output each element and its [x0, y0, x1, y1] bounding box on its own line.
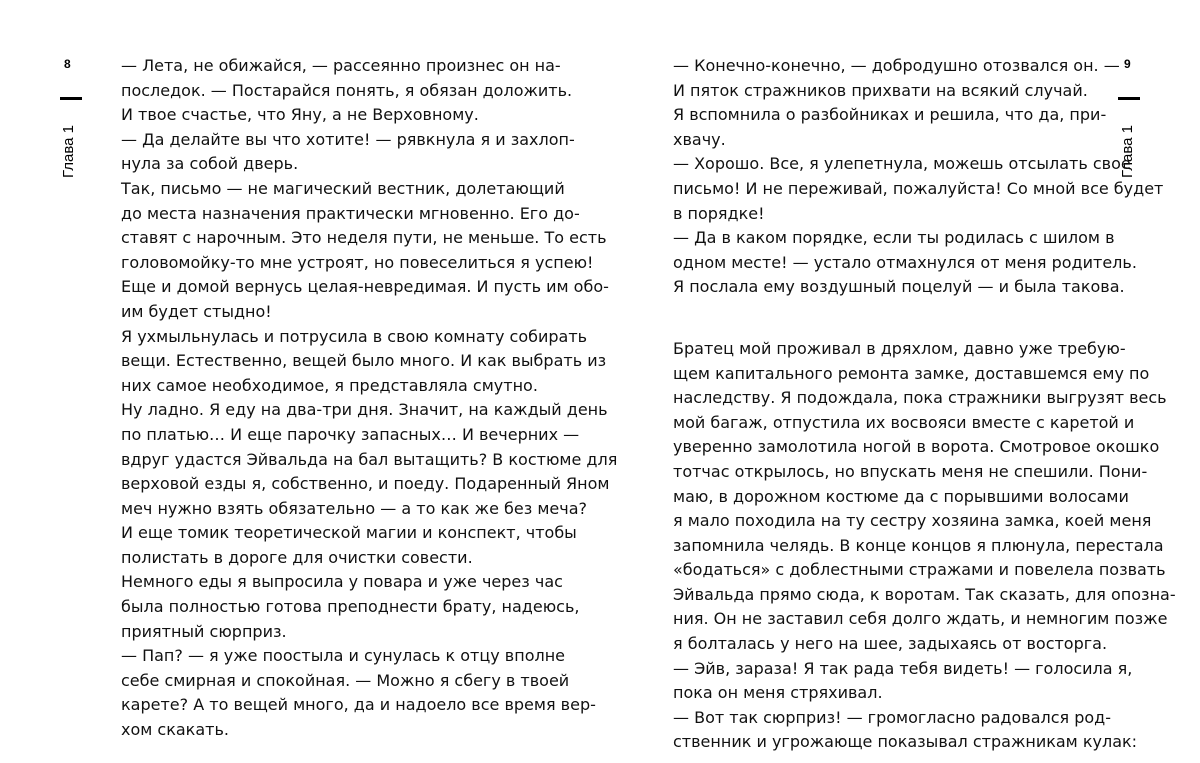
text-line: верховой езды я, собственно, и поеду. Подаренный Яном	[121, 474, 610, 494]
left-page-text	[121, 54, 618, 743]
text-line: себе смирная и спокойная. — Можно я сбегу в твоей	[121, 670, 570, 690]
text-line: письмо! И не переживай, пожалуйста! Со мной все будет	[673, 178, 1164, 198]
text-line: «бодаться» с доблестными стражами и повелела позвать	[673, 560, 1166, 580]
text-line: меч нужно взять обязательно — а то как же без меча?	[121, 498, 587, 518]
text-line: Так, письмо — не магический вестник, долетающий	[121, 178, 565, 198]
text-line: них самое необходимое, я представляла смутно.	[121, 375, 538, 395]
text-line: Еще и домой вернусь целая-невредимая. И пусть им обо-	[121, 277, 609, 297]
text-line: щем капитального ремонта замке, доставшемся ему по	[673, 363, 1150, 383]
text-line: пока он меня стряхивал.	[673, 683, 883, 703]
text-line: Эйвальда прямо сюда, к воротам. Так сказать, для опозна-	[673, 584, 1176, 604]
text-line: последок. — Постарайся понять, я обязан доложить.	[121, 80, 573, 100]
text-line: — Лета, не обижайся, — рассеянно произнес он на-	[121, 56, 561, 75]
text-line: наследству. Я подождала, пока стражники выгрузят весь	[673, 388, 1167, 408]
text-line: ния. Он не заставил себя долго ждать, и немногим позже	[673, 609, 1168, 629]
text-line: Я вспомнила о разбойниках и решила, что да, при-	[673, 105, 1107, 125]
text-line: Немного еды я выпросила у повара и уже через час	[121, 572, 563, 592]
text-line: вдруг удастся Эйвальда на бал вытащить? В костюме для	[121, 449, 618, 469]
text-line: карете? А то вещей много, да и надоело все время вер-	[121, 695, 596, 715]
text-line: — Пап? — я уже поостыла и сунулась к отцу вполне	[121, 646, 566, 666]
text-line: уверенно замолотила ногой в ворота. Смотровое окошко	[673, 437, 1160, 457]
text-line: — Хорошо. Все, я улепетнула, можешь отсылать свое	[673, 154, 1131, 174]
text-line: полистать в дороге для очистки совести.	[121, 547, 473, 567]
left-page-number: 8	[64, 57, 71, 71]
text-line: мой багаж, отпустила их восвояси вместе с каретой и	[673, 412, 1135, 432]
text-line: Я послала ему воздушный поцелуй — и была такова.	[673, 277, 1125, 297]
text-line: была полностью готова преподнести брату, надеюсь,	[121, 597, 580, 617]
text-line: приятный сюрприз.	[121, 621, 287, 641]
section-break	[673, 300, 1098, 337]
right-page-rule	[1118, 97, 1140, 100]
text-line: тотчас открылось, но впускать меня не спешили. Пони-	[673, 461, 1148, 481]
text-line: Братец мой проживал в дряхлом, давно уже требую-	[673, 338, 1126, 358]
text-line: маю, в дорожном костюме да с порывшими волосами	[673, 486, 1129, 506]
right-page-number: 9	[1124, 57, 1131, 71]
text-line: по платью… И еще парочку запасных… И вечерних —	[121, 424, 580, 444]
text-line: одном месте! — устало отмахнулся от меня родитель.	[673, 252, 1137, 272]
text-line: в порядке!	[673, 203, 765, 223]
text-line: вещи. Естественно, вещей было много. И как выбрать из	[121, 351, 607, 371]
text-line: — Конечно-конечно, — добродушно отозвался он. —	[673, 56, 1120, 75]
text-line: И твое счастье, что Яну, а не Верховному.	[121, 105, 479, 125]
text-line: И еще томик теоретической магии и конспект, чтобы	[121, 523, 577, 543]
right-running-head: Глава 1	[1119, 125, 1136, 179]
text-line: хом скакать.	[121, 720, 229, 740]
text-line: я мало походила на ту сестру хозяина замка, коей меня	[673, 511, 1152, 531]
text-line: нула за собой дверь.	[121, 154, 299, 174]
text-line: до места назначения практически мгновенно. Его до-	[121, 203, 580, 223]
left-page-rule	[60, 97, 82, 100]
text-line: ставят с нарочным. Это неделя пути, не меньше. То есть	[121, 228, 607, 248]
text-line: головомойку-то мне устроят, но повеселиться я успею!	[121, 252, 594, 272]
text-line: Ну ладно. Я еду на два-три дня. Значит, на каждый день	[121, 400, 608, 420]
text-line: — Да в каком порядке, если ты родилась с шилом в	[673, 228, 1115, 248]
text-line: ственник и угрожающе показывал стражникам кулак:	[673, 732, 1138, 752]
text-line: — Да делайте вы что хотите! — рявкнула я и захлоп-	[121, 129, 575, 149]
left-running-head: Глава 1	[60, 125, 77, 179]
text-line: запомнила челядь. В конце концов я плюнула, перестала	[673, 535, 1164, 555]
text-line: — Эйв, зараза! Я так рада тебя видеть! — голосила я,	[673, 658, 1133, 678]
text-line: им будет стыдно!	[121, 301, 272, 321]
text-line: И пяток стражников прихвати на всякий случай.	[673, 80, 1088, 100]
text-line: хвачу.	[673, 129, 726, 149]
text-line: я болталась у него на шее, задыхаясь от восторга.	[673, 634, 1108, 654]
text-line: Я ухмыльнулась и потрусила в свою комнату собирать	[121, 326, 588, 346]
text-line: — Вот так сюрприз! — громогласно радовался род-	[673, 707, 1112, 727]
